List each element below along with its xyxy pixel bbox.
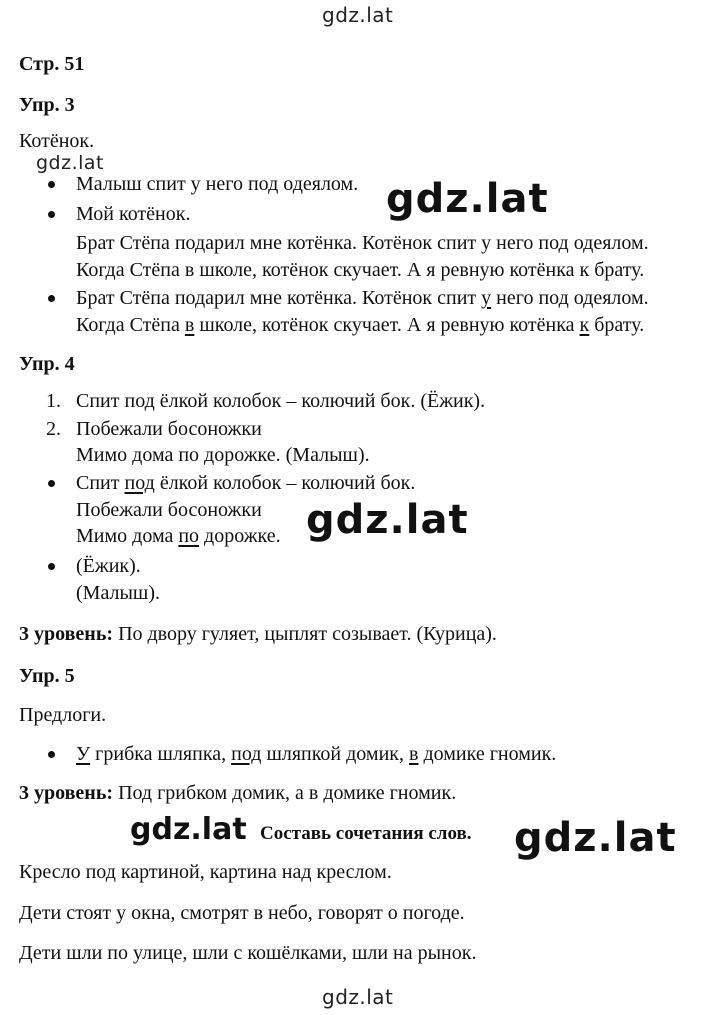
- ex3-bullet-3-line-1: Брат Стёпа подарил мне котёнка. Котёнок спит у него под одеялом.: [76, 287, 649, 309]
- watermark-large-2: gdz.lat: [302, 497, 473, 543]
- ex4-bullet-2-line-1: (Ёжик).: [76, 555, 141, 577]
- bullet-dot: [48, 563, 55, 570]
- bullet-dot: [48, 211, 55, 218]
- watermark-small: gdz.lat: [36, 152, 105, 174]
- ex4-item-1: Спит под ёлкой колобок – колючий бок. (Ёжик).: [76, 390, 486, 412]
- watermark-top: gdz.lat: [322, 3, 394, 27]
- exercise-3-heading: Упр. 3: [19, 94, 75, 116]
- exercise-3-title: Котёнок.: [19, 130, 95, 152]
- ex3-bullet-2-line-2: Брат Стёпа подарил мне котёнка. Котёнок спит у него под одеялом.: [76, 232, 649, 254]
- exercise-5-title: Предлоги.: [19, 704, 107, 726]
- ex4-bullet-1-line-2: Побежали босоножки: [76, 499, 262, 521]
- ex4-item-2-line-2: Мимо дома по дорожке. (Малыш).: [76, 444, 370, 466]
- watermark-bottom: gdz.lat: [322, 985, 394, 1009]
- exercise-5-heading: Упр. 5: [19, 665, 75, 687]
- exercise-4-heading: Упр. 4: [19, 353, 75, 375]
- ex3-bullet-2-line-3: Когда Стёпа в школе, котёнок скучает. А я ревную котёнка к брату.: [76, 259, 645, 281]
- ex3-bullet-3-line-2: Когда Стёпа в школе, котёнок скучает. А я ревную котёнка к брату.: [76, 314, 645, 336]
- compose-line-2: Дети стоят у окна, смотрят в небо, говорят о погоде.: [19, 902, 465, 924]
- list-number: 2.: [46, 418, 61, 440]
- watermark-mid: gdz.lat: [130, 812, 247, 847]
- ex4-item-2-line-1: Побежали босоножки: [76, 418, 262, 440]
- bullet-dot: [48, 295, 55, 302]
- ex3-bullet-2: Мой котёнок.: [76, 203, 191, 225]
- watermark-large-3: gdz.lat: [514, 815, 677, 861]
- compose-heading: Составь сочетания слов.: [260, 823, 472, 844]
- compose-line-1: Кресло под картиной, картина над креслом.: [19, 861, 392, 883]
- ex5-level-3: 3 уровень: Под грибком домик, а в домике гномик.: [19, 782, 457, 804]
- list-number: 1.: [46, 390, 61, 412]
- ex4-bullet-1-line-3: Мимо дома по дорожке.: [76, 525, 281, 547]
- page-heading: Стр. 51: [19, 53, 85, 75]
- ex4-level-3: 3 уровень: По двору гуляет, цыплят созывает. (Курица).: [19, 623, 497, 645]
- watermark-large-1: gdz.lat: [386, 176, 549, 222]
- compose-line-3: Дети шли по улице, шли с кошёлками, шли на рынок.: [19, 942, 477, 964]
- ex3-bullet-1: Малыш спит у него под одеялом.: [76, 173, 359, 195]
- ex4-bullet-1-line-1: Спит под ёлкой колобок – колючий бок.: [76, 472, 416, 494]
- bullet-dot: [48, 181, 55, 188]
- bullet-dot: [48, 480, 55, 487]
- ex4-bullet-2-line-2: (Малыш).: [76, 582, 160, 604]
- ex5-bullet-1: У грибка шляпка, под шляпкой домик, в домике гномик.: [76, 743, 557, 765]
- bullet-dot: [48, 751, 55, 758]
